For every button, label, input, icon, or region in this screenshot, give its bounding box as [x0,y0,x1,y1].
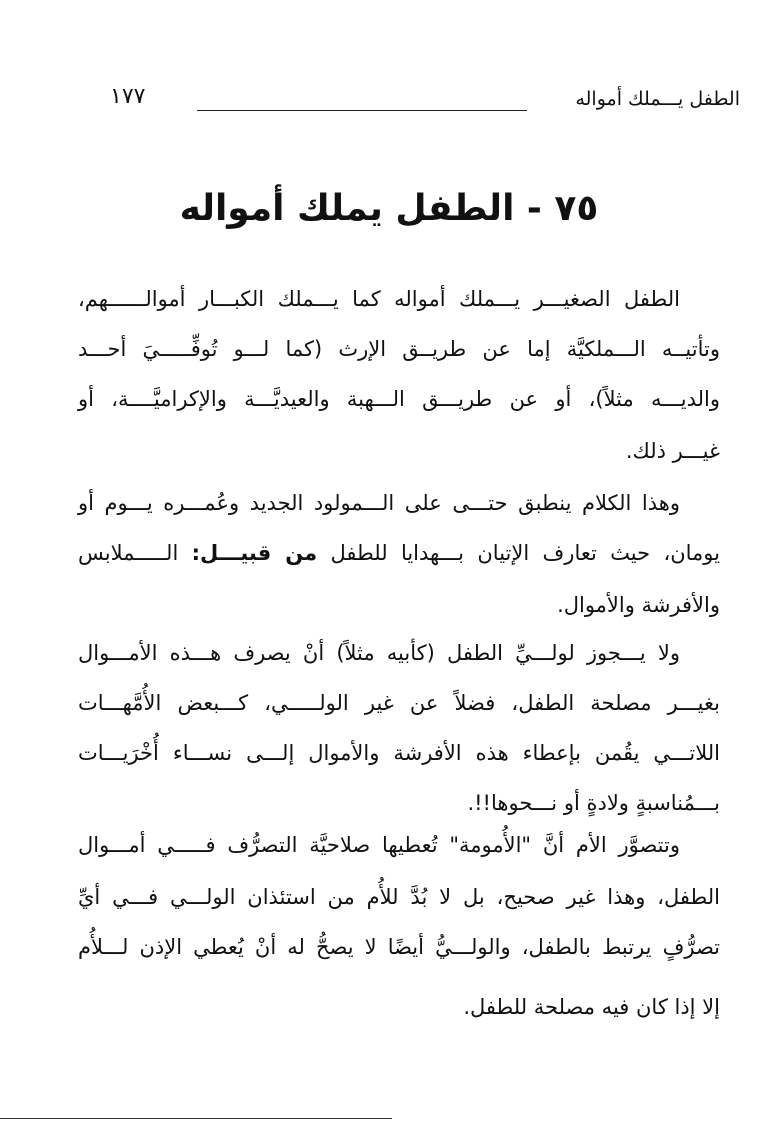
text-line: والأفرشة والأموال. [557,593,720,617]
text-line: وهذا الكلام ينطبق حتـــى على الـــمولود الجديد وعُمـــره يـــوم أو [78,491,680,515]
text-line: غيـــر ذلك. [625,439,720,463]
text-line: بـــمُناسبةٍ ولادةٍ أو نـــحوها!!. [467,791,720,815]
bold-phrase: من قبيـــل: [191,541,318,565]
text-line: وتتصوَّر الأم أنَّ "الأُمومة" تُعطيها صلاحيَّة التصرُّف فـــــي أمـــوال [78,833,680,857]
text-line: الطفل الصغيـــر يـــملك أمواله كما يـــملك الكبـــار أموالــــــهم، [78,287,680,311]
text-line: تصرُّفٍ يرتبط بالطفل، والولـــيُّ أيضًا لا يصحُّ له أنْ يُعطي الإذن لـــلأُم [78,935,720,959]
text-line: وتأتيــه الـــملكيَّة إما عن طريــق الإرث (كما لـــو تُوفِّـــــيَ أحـــد [78,337,720,361]
text-line: ولا يـــجوز لولـــيِّ الطفل (كأبيه مثلاً) أنْ يصرف هـــذه الأمـــوال [78,641,680,665]
running-header-title: الطفل يـــملك أمواله [575,88,740,110]
text-line: بغيـــر مصلحة الطفل، فضلاً عن غير الولـــــي، كـــبعض الأُمَّهـــات [78,691,720,715]
text-line: الطفل، وهذا غير صحيح، بل لا بُدَّ للأُم من استئذان الولـــي فـــي أيِّ [78,885,720,909]
text-line: إلا إذا كان فيه مصلحة للطفل. [463,995,720,1019]
text-line: اللاتـــي يقُمن بإعطاء هذه الأفرشة والأموال إلـــى نســـاء أُخْرَيـــات [78,741,720,765]
footer-rule [0,1118,392,1119]
text-span: يومان، حيث تعارف الإتيان بـــهدايا للطفل [330,541,721,565]
section-title: ٧٥ - الطفل يملك أمواله [179,188,599,229]
text-line [78,538,720,568]
text-line: والديـــه مثلاً)، أو عن طريـــق الـــهبة والعيديَّـــة والإكراميَّــــة، أو [78,387,720,411]
text-span: الـــــملابس [78,541,179,565]
header-rule [197,110,527,111]
page-number: ١٧٧ [110,84,146,109]
